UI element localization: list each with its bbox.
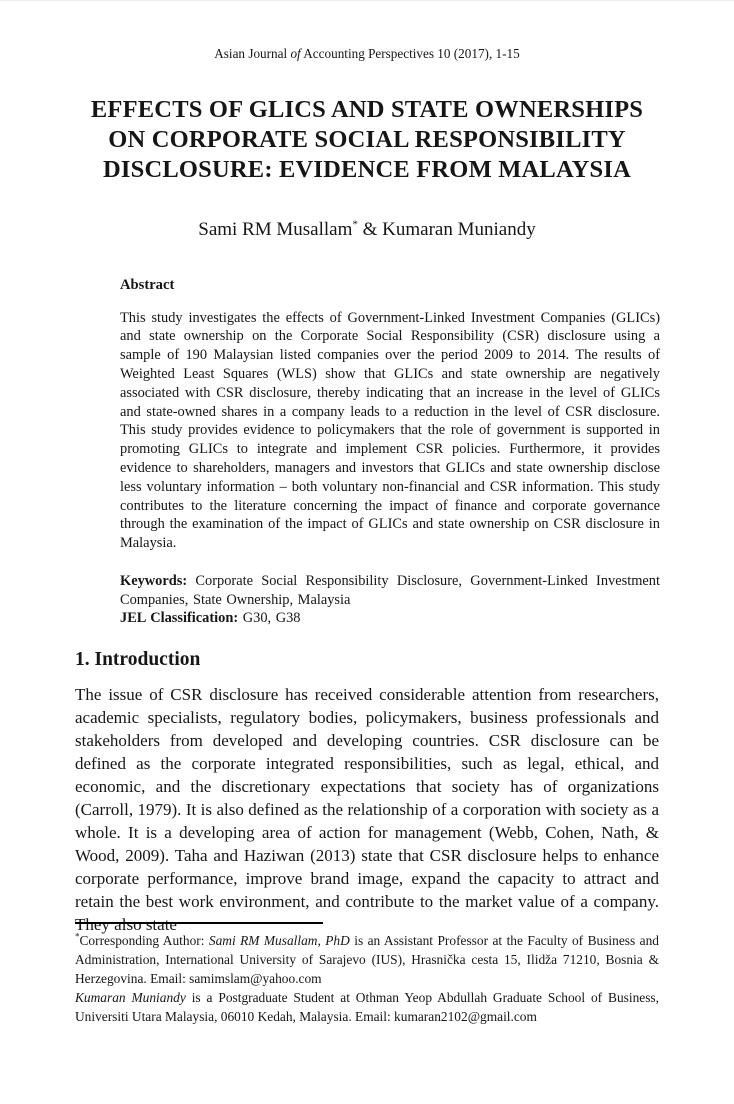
keywords-label: Keywords: [120,572,188,589]
introduction-paragraph: The issue of CSR disclosure has received considerable attention from researchers, academic specialists, regulatory bodies, policymakers, business professionals and stakeholders from developed and developing countries. CSR disclosure can be defined as the corporate integrated responsibilities, such as legal, ethical, and economic, and the discretionary expectations that society has of organizations (Carroll, 1979). It is also defined as the relationship of a corporation with society as a whole. It is a developing area of action for management (Webb, Cohen, Nath, & Wood, 2009). Taha and Haziwan (2013) state that CSR disclosure helps to enhance corporate performance, improve brand image, expand the capacity to attract and retain the best work environment, and contribute to the market value of a company. They also state [75,685,659,935]
abstract-heading: Abstract [120,276,175,293]
footnote-line1-rest: is an Assistant Professor at the Faculty of Business and Administration, International University of Sarajevo (IUS), Hrasnička cesta 15, Ilidža 71210, Bosnia & Herzegovina. Email: samimslam@yahoo.com [75,933,659,986]
footnote-block [75,922,659,1026]
footnote-line2-name: Kumaran Muniandy [75,990,186,1005]
abstract-text: This study investigates the effects of Government-Linked Investment Companies (GLICs) and state ownership on the Corporate Social Responsibility (CSR) disclosure using a sample of 190 Malaysian listed companies over the period 2009 to 2014. The results of Weighted Least Squares (WLS) show that GLICs and state ownership are negatively associated with CSR disclosure, thereby indicating that an increase in the level of GLICs and state-owned shares in a company leads to a reduction in the level of CSR disclosure. This study provides evidence to policymakers that the role of government is supported in promoting GLICs to integrate and implement CSR policies. Furthermore, it provides evidence to shareholders, managers and investors that GLICs and state ownership disclose less voluntary information – both voluntary non-financial and CSR information. This study contributes to the literature concerning the impact of finance and corporate governance through the examination of the impact of GLICs and state ownership on CSR disclosure in Malaysia. [120,309,660,552]
footnote-line1-label: Corresponding Author: [79,933,209,948]
author-name-1: Sami RM Musallam [198,218,353,240]
paper-title-line-1: EFFECTS OF GLICS AND STATE OWNERSHIPS [90,96,644,124]
authors-line [75,219,659,241]
footnote-line2-rest: is a Postgraduate Student at Othman Yeop Abdullah Graduate School of Business, Universiti Utara Malaysia, 06010 Kedah, Malaysia. Email: kumaran2102@gmail.com [75,990,659,1024]
footnote-line1-name: Sami RM Musallam, PhD [208,933,350,948]
footnote-corresponding-author [75,931,659,988]
keywords-text: Corporate Social Responsibility Disclosure, Government-Linked Investment Companies, State Ownership, Malaysia [120,572,660,608]
keywords-line [120,572,660,610]
author-footnote-marker: * [352,218,358,231]
author-name-2: & Kumaran Muniandy [357,218,536,240]
journal-header [75,45,659,62]
paper-title-line-3: DISCLOSURE: EVIDENCE FROM MALAYSIA [103,156,631,184]
journal-header-italic: of [290,46,301,61]
introduction-heading: 1. Introduction [75,649,201,671]
footnote-separator-rule [75,922,323,924]
footnote-marker: * [75,931,80,942]
introduction-section [75,649,659,936]
paper-title [75,95,659,185]
journal-header-pre: Asian Journal [214,46,291,61]
journal-header-post: Accounting Perspectives 10 (2017), 1-15 [300,46,520,61]
paper-title-line-2: ON CORPORATE SOCIAL RESPONSIBILITY [108,126,626,154]
jel-classification-line [120,609,660,628]
jel-text: G30, G38 [238,610,301,627]
jel-label: JEL Classification: [120,610,239,627]
abstract-section [120,277,660,629]
footnote-second-author [75,988,659,1026]
